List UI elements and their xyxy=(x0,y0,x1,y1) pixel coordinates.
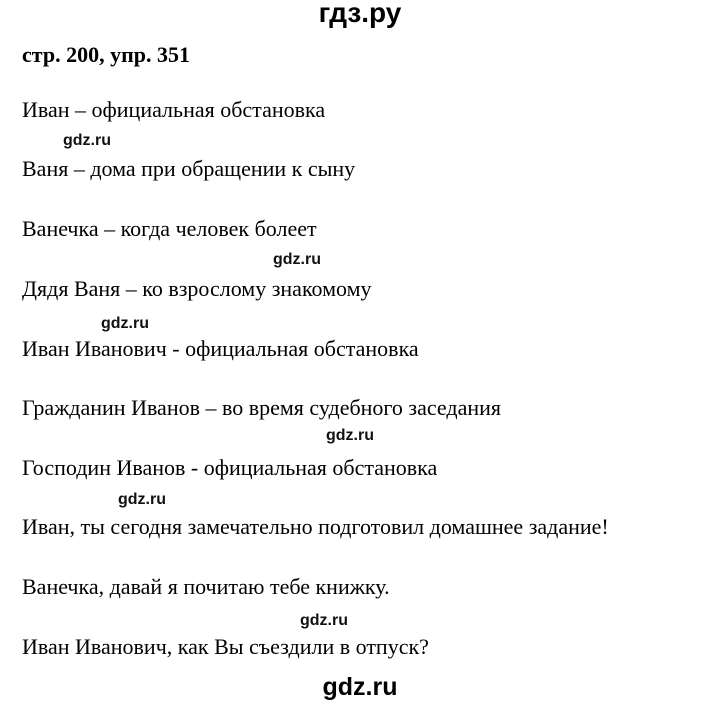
site-footer-title: gdz.ru xyxy=(322,673,398,701)
answer-line: Иван – официальная обстановка xyxy=(22,97,326,122)
site-header-title: гдз.ру xyxy=(318,0,402,28)
answer-line: Иван Иванович - официальная обстановка xyxy=(22,336,419,361)
answer-line: Ваня – дома при обращении к сыну xyxy=(22,156,356,181)
watermark: gdz.ru xyxy=(63,132,111,149)
answer-line: Дядя Ваня – ко взрослому знакомому xyxy=(22,276,372,301)
answer-line: Ванечка, давай я почитаю тебе книжку. xyxy=(22,574,390,599)
watermark: gdz.ru xyxy=(273,251,321,268)
page-reference: стр. 200, упр. 351 xyxy=(22,42,190,67)
watermark: gdz.ru xyxy=(300,612,348,629)
watermark: gdz.ru xyxy=(118,491,166,508)
answer-line: Господин Иванов - официальная обстановка xyxy=(22,455,438,480)
answer-line: Иван, ты сегодня замечательно подготовил домашнее задание! xyxy=(22,514,609,539)
answer-line: Ванечка – когда человек болеет xyxy=(22,216,317,241)
watermark: gdz.ru xyxy=(326,427,374,444)
answer-line: Гражданин Иванов – во время судебного заседания xyxy=(22,395,501,420)
watermark: gdz.ru xyxy=(101,315,149,332)
answer-line: Иван Иванович, как Вы съездили в отпуск? xyxy=(22,634,429,659)
